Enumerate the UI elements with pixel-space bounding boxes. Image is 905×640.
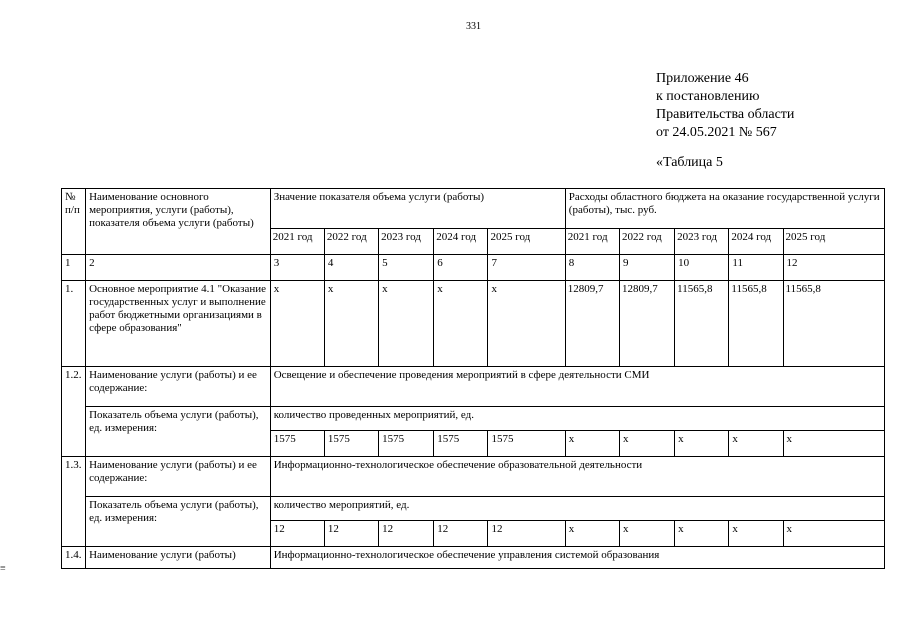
value-cell: x <box>434 281 488 367</box>
header-expense-year: 2022 год <box>619 229 674 255</box>
column-number: 7 <box>488 255 565 281</box>
column-number: 4 <box>324 255 378 281</box>
appendix-line: Приложение 46 <box>656 71 749 86</box>
column-number: 8 <box>565 255 619 281</box>
header-value-group: Значение показателя объема услуги (работы) <box>270 189 565 229</box>
value-cell: 12 <box>324 521 378 547</box>
service-label: Наименование услуги (работы) и ее содержание: <box>86 457 271 497</box>
table-row <box>62 407 885 431</box>
indicator-description: количество мероприятий, ед. <box>270 497 884 521</box>
expense-cell: x <box>565 521 619 547</box>
header-year: 2024 год <box>434 229 488 255</box>
value-cell: 12 <box>488 521 565 547</box>
value-cell: 1575 <box>324 431 378 457</box>
value-cell: x <box>488 281 565 367</box>
header-expense-year: 2024 год <box>729 229 783 255</box>
expense-cell: x <box>729 431 783 457</box>
row-num: 1. <box>62 281 86 367</box>
indicator-label: Показатель объема услуги (работы), ед. измерения: <box>86 497 271 547</box>
value-cell: x <box>270 281 324 367</box>
header-expense-group: Расходы областного бюджета на оказание государственной услуги (работы), тыс. руб. <box>565 189 884 229</box>
margin-mark: ≡ <box>0 563 6 574</box>
page-number: 331 <box>466 21 481 32</box>
table-row <box>62 457 885 497</box>
table-caption: «Таблица 5 <box>656 155 723 170</box>
expense-cell: x <box>619 521 674 547</box>
expense-cell: 12809,7 <box>565 281 619 367</box>
value-cell: 12 <box>379 521 434 547</box>
column-number-row <box>62 255 885 281</box>
header-expense-year: 2025 год <box>783 229 884 255</box>
value-cell: 12 <box>434 521 488 547</box>
header-expense-year: 2021 год <box>565 229 619 255</box>
header-num: № п/п <box>62 189 86 255</box>
header-year: 2025 год <box>488 229 565 255</box>
service-label: Наименование услуги (работы) и ее содержание: <box>86 367 271 407</box>
expense-cell: 11565,8 <box>675 281 729 367</box>
column-number: 3 <box>270 255 324 281</box>
column-number: 2 <box>86 255 271 281</box>
row-num: 1.4. <box>62 547 86 569</box>
table-row <box>62 497 885 521</box>
column-number: 9 <box>619 255 674 281</box>
column-number: 1 <box>62 255 86 281</box>
appendix-line: к постановлению <box>656 89 760 104</box>
value-cell: x <box>379 281 434 367</box>
expense-cell: x <box>783 521 884 547</box>
expense-cell: x <box>675 521 729 547</box>
expense-cell: x <box>729 521 783 547</box>
indicator-label: Показатель объема услуги (работы), ед. измерения: <box>86 407 271 457</box>
column-number: 10 <box>675 255 729 281</box>
row-num: 1.2. <box>62 367 86 457</box>
value-cell: 1575 <box>488 431 565 457</box>
appendix-header <box>656 70 794 142</box>
header-expense-year: 2023 год <box>675 229 729 255</box>
table-header-row <box>62 189 885 229</box>
expense-cell: 12809,7 <box>619 281 674 367</box>
table-row <box>62 367 885 407</box>
header-year: 2022 год <box>324 229 378 255</box>
column-number: 11 <box>729 255 783 281</box>
expense-cell: x <box>565 431 619 457</box>
indicator-description: количество проведенных мероприятий, ед. <box>270 407 884 431</box>
appendix-line: от 24.05.2021 № 567 <box>656 125 777 140</box>
table-row <box>62 281 885 367</box>
value-cell: 1575 <box>434 431 488 457</box>
expense-cell: 11565,8 <box>729 281 783 367</box>
expense-cell: 11565,8 <box>783 281 884 367</box>
appendix-line: Правительства области <box>656 107 795 122</box>
column-number: 6 <box>434 255 488 281</box>
value-cell: x <box>324 281 378 367</box>
row-name: Основное мероприятие 4.1 "Оказание государственных услуг и выполнение работ бюджетными организациями в сфере образования" <box>86 281 271 367</box>
row-num: 1.3. <box>62 457 86 547</box>
expense-cell: x <box>619 431 674 457</box>
column-number: 5 <box>379 255 434 281</box>
expense-cell: x <box>783 431 884 457</box>
table-row <box>62 547 885 569</box>
service-description: Освещение и обеспечение проведения мероприятий в сфере деятельности СМИ <box>270 367 884 407</box>
budget-table <box>61 188 885 569</box>
service-description: Информационно-технологическое обеспечение управления системой образования <box>270 547 884 569</box>
service-description: Информационно-технологическое обеспечение образовательной деятельности <box>270 457 884 497</box>
header-name: Наименование основного мероприятия, услуги (работы), показателя объема услуги (работы) <box>86 189 271 255</box>
header-year: 2021 год <box>270 229 324 255</box>
value-cell: 1575 <box>379 431 434 457</box>
header-year: 2023 год <box>379 229 434 255</box>
expense-cell: x <box>675 431 729 457</box>
service-label: Наименование услуги (работы) <box>86 547 271 569</box>
value-cell: 1575 <box>270 431 324 457</box>
column-number: 12 <box>783 255 884 281</box>
value-cell: 12 <box>270 521 324 547</box>
